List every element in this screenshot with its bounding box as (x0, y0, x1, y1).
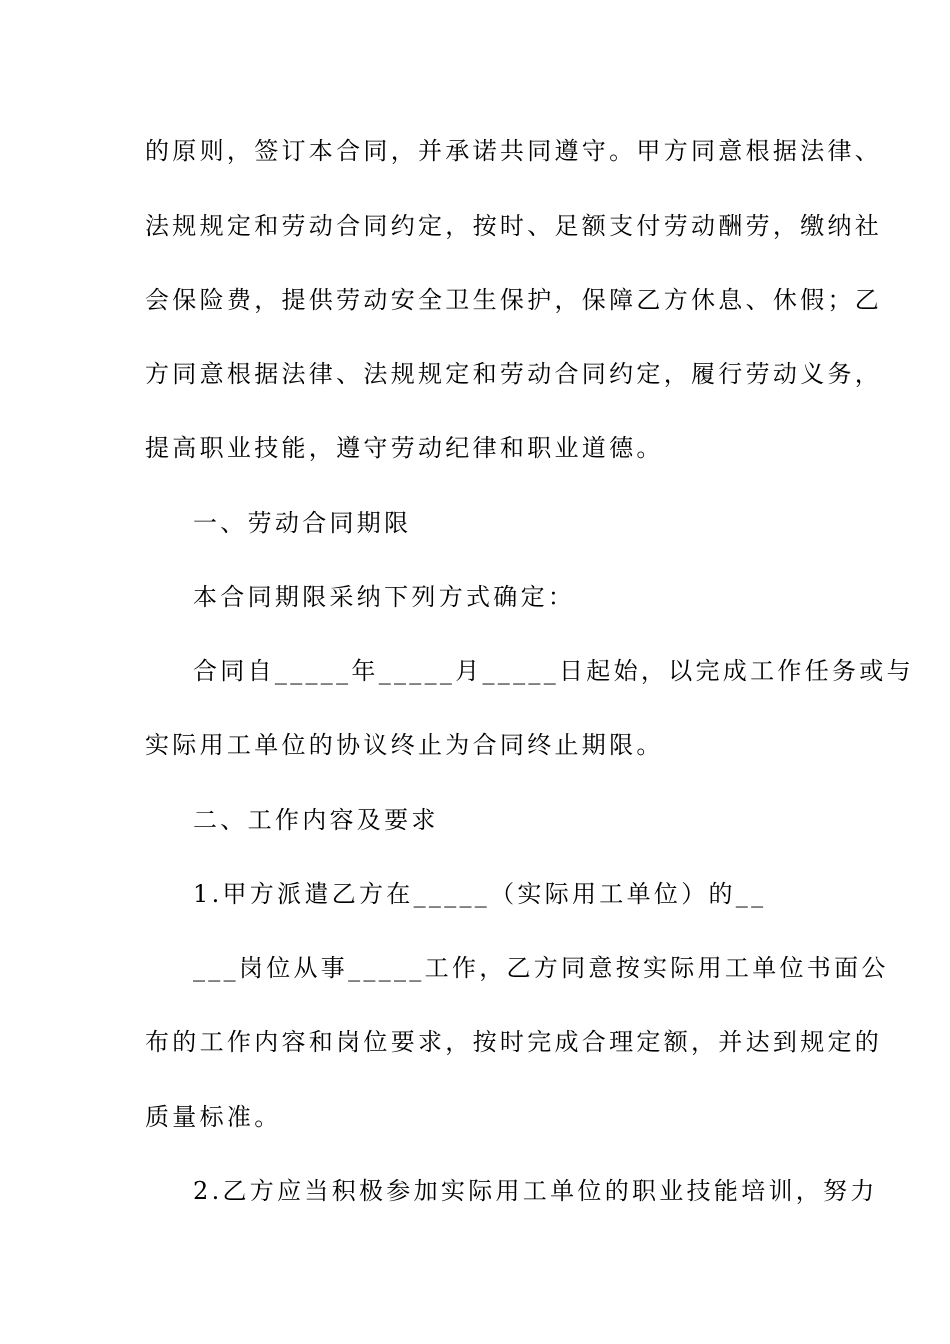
paragraph-line: 2.乙方应当积极参加实际用工单位的职业技能培训，努力 (193, 1177, 878, 1205)
paragraph-line: 质量标准。 (145, 1103, 282, 1131)
paragraph-line: ___岗位从事_____工作，乙方同意按实际用工单位书面公 (193, 954, 889, 982)
paragraph-line: 法规规定和劳动合同约定，按时、足额支付劳动酬劳，缴纳社 (145, 212, 883, 240)
paragraph-line: 合同自_____年_____月_____日起始，以完成工作任务或与 (193, 657, 914, 685)
paragraph-line: 本合同期限采纳下列方式确定： (193, 583, 576, 611)
section-heading: 二、工作内容及要求 (193, 806, 439, 834)
paragraph-line: 实际用工单位的协议终止为合同终止期限。 (145, 731, 664, 759)
paragraph-line: 提高职业技能，遵守劳动纪律和职业道德。 (145, 434, 664, 462)
paragraph-line: 1.甲方派遣乙方在_____（实际用工单位）的__ (193, 880, 767, 908)
paragraph-line: 的原则，签订本合同，并承诺共同遵守。甲方同意根据法律、 (145, 137, 883, 165)
paragraph-line: 布的工作内容和岗位要求，按时完成合理定额，并达到规定的 (145, 1028, 883, 1056)
paragraph-line: 方同意根据法律、法规规定和劳动合同约定，履行劳动义务， (145, 360, 883, 388)
section-heading: 一、劳动合同期限 (193, 509, 412, 537)
paragraph-line: 会保险费，提供劳动安全卫生保护，保障乙方休息、休假；乙 (145, 286, 883, 314)
